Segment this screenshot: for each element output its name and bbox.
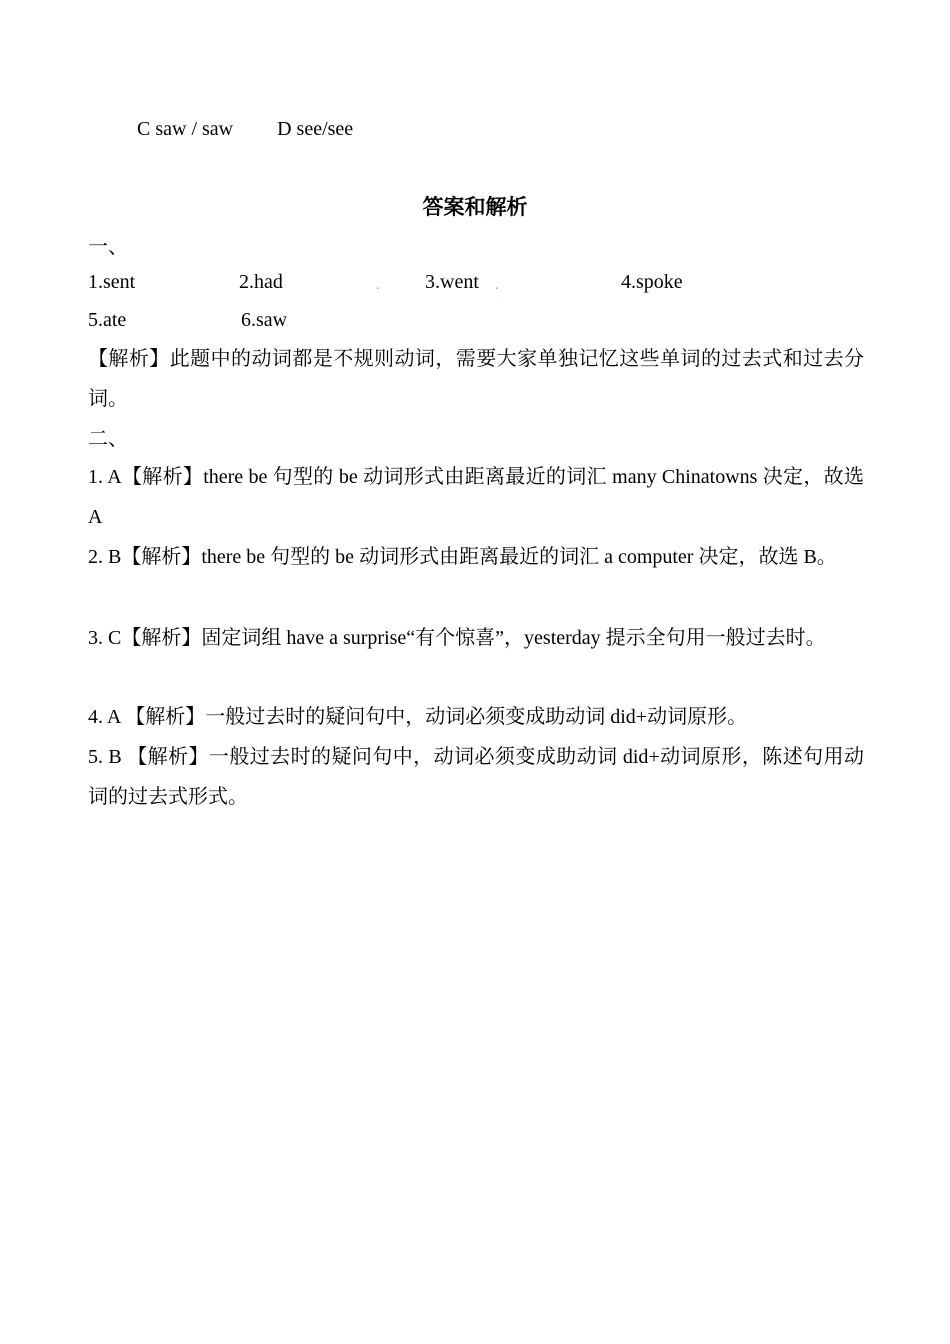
section-2-item-4: 4. A 【解析】一般过去时的疑问句中，动词必须变成助动词 did+动词原形。 (88, 706, 748, 728)
answer-5: 5.ate (88, 309, 127, 331)
section-2-label: 二、 (88, 426, 128, 450)
section-1-explanation: 【解析】此题中的动词都是不规则动词，需要大家单独记忆这些单词的过去式和过去分词。 (88, 348, 864, 410)
section-2-item-2: 2. B【解析】there be 句型的 be 动词形式由距离最近的词汇 a computer 决定，故选 B。 (88, 546, 837, 568)
section-2-item-1: 1. A【解析】there be 句型的 be 动词形式由距离最近的词汇 many Chinatowns 决定，故选 A (88, 466, 864, 528)
section-2-item-5: 5. B 【解析】一般过去时的疑问句中，动词必须变成助动词 did+动词原形，陈述句用动词的过去式形式。 (88, 746, 864, 808)
answer-1: 1.sent (88, 271, 136, 293)
answer-row-2 (88, 308, 868, 332)
option-c: C saw / saw (137, 118, 234, 140)
answer-4: 4.spoke (621, 271, 683, 293)
answers-heading: 答案和解析 (422, 195, 528, 219)
section-2-item-3: 3. C【解析】固定词组 have a surprise“有个惊喜”，yesterday 提示全句用一般过去时。 (88, 627, 826, 649)
dot-mark: . (376, 278, 380, 293)
answer-row-1 (88, 270, 868, 294)
dot-mark: . (495, 278, 499, 293)
option-d: D see/see (277, 118, 354, 140)
options-line (137, 117, 353, 141)
answer-2: 2.had (239, 271, 283, 293)
answer-3: 3.went (425, 271, 479, 293)
section-1-label: 一、 (88, 234, 128, 258)
answer-6: 6.saw (241, 309, 288, 331)
